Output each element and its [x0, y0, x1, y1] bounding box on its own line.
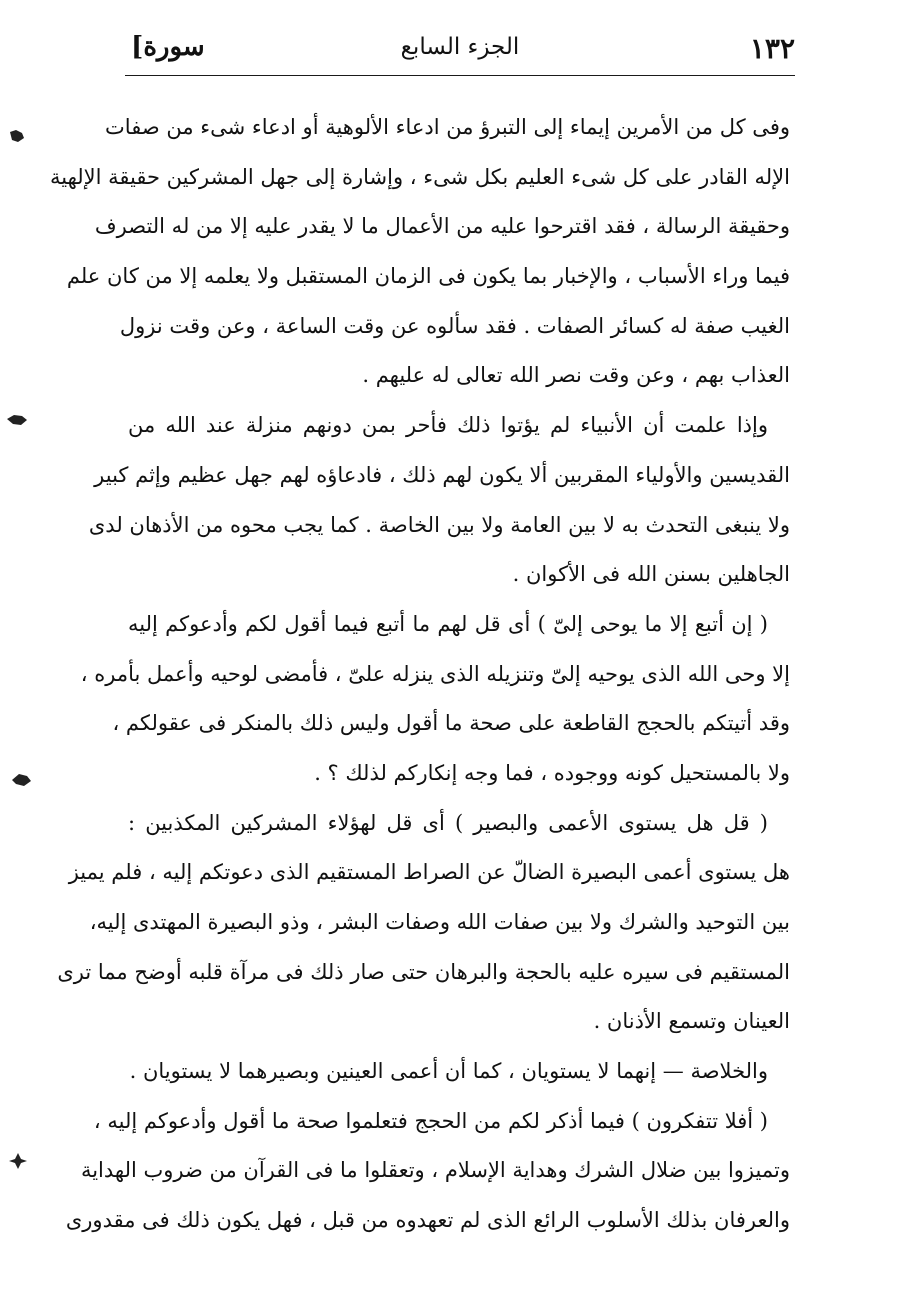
text-line: والخلاصة — إنهما لا يستويان ، كما أن أعمى العينين وبصيرهما لا يستويان . [129, 1059, 768, 1084]
text-line: والعرفان بذلك الأسلوب الرائع الذى لم تعهدوه من قبل ، فهل يكون ذلك فى مقدورى [65, 1208, 790, 1233]
text-line: وإذا علمت أن الأنبياء لم يؤتوا ذلك فأحر بمن دونهم منزلة عند الله من [128, 413, 768, 438]
body-text [50, 103, 790, 1246]
text-line: فيما وراء الأسباب ، والإخبار بما يكون فى الزمان المستقبل ولا يعلمه إلا من كان علم [66, 264, 790, 289]
text-line: العينان وتسمع الأذنان . [593, 1009, 790, 1034]
text-line: بين التوحيد والشرك ولا بين صفات الله وصفات البشر ، وذو البصيرة المهتدى إليه، [89, 910, 790, 934]
text-line: الإله القادر على كل شىء العليم بكل شىء ، وإشارة إلى جهل المشركين حقيقة الإلهية [50, 164, 790, 189]
text-line: العذاب بهم ، وعن وقت نصر الله تعالى له عليهم . [362, 363, 790, 388]
margin-speck-icon [8, 1152, 28, 1170]
text-line: وتميزوا بين ضلال الشرك وهداية الإسلام ، وتعقلوا ما فى القرآن من ضروب الهداية [80, 1158, 790, 1183]
text-line: وحقيقة الرسالة ، فقد اقترحوا عليه من الأعمال ما لا يقدر عليه إلا من له التصرف [94, 214, 790, 239]
part-title: الجزء السابع [400, 34, 520, 60]
text-line: ولا بالمستحيل كونه ووجوده ، فما وجه إنكاركم لذلك ؟ . [314, 760, 790, 785]
margin-speck-icon [6, 412, 28, 428]
margin-speck-icon [8, 128, 26, 144]
text-line: الجاهلين بسنن الله فى الأكوان . [512, 562, 790, 587]
text-line: المستقيم فى سيره عليه بالحجة والبرهان حتى صار ذلك فى مرآة قلبه أوضح مما ترى [57, 959, 790, 984]
text-line: هل يستوى أعمى البصيرة الضالّ عن الصراط المستقيم الذى دعوتكم إليه ، فلم يميز [68, 860, 790, 885]
text-line: الغيب صفة له كسائر الصفات . فقد سألوه عن وقت الساعة ، وعن وقت نزول [119, 313, 790, 338]
margin-speck-icon [10, 772, 32, 788]
page-header [125, 30, 795, 74]
page-number: ١٣٢ [749, 32, 795, 65]
text-line: ولا ينبغى التحدث به لا بين العامة ولا بين الخاصة . كما يجب محوه من الأذهان لدى [88, 512, 790, 537]
text-line: ( إن أتبع إلا ما يوحى إلىّ ) أى قل لهم ما أتبع فيما أقول لكم وأدعوكم إليه [128, 611, 768, 636]
text-line: إلا وحى الله الذى يوحيه إلىّ وتنزيله الذى ينزله علىّ ، فأمضى لوحيه وأعمل بأمره ، [80, 661, 790, 686]
surah-label: [سورة [131, 32, 205, 62]
text-line: ( أفلا تتفكرون ) فيما أذكر لكم من الحجج فتعلموا صحة ما أقول وأدعوكم إليه ، [93, 1108, 768, 1133]
text-line: ( قل هل يستوى الأعمى والبصير ) أى قل لهؤلاء المشركين المكذبين : [128, 810, 768, 835]
text-line: وفى كل من الأمرين إيماء إلى التبرؤ من ادعاء الألوهية أو ادعاء شىء من صفات [105, 115, 790, 139]
text-line: القديسين والأولياء المقربين ألا يكون لهم ذلك ، فادعاؤه لهم جهل عظيم وإثم كبير [94, 462, 790, 487]
header-rule [125, 75, 795, 76]
text-line: وقد أتيتكم بالحجج القاطعة على صحة ما أقول وليس ذلك بالمنكر فى عقولكم ، [112, 711, 790, 736]
